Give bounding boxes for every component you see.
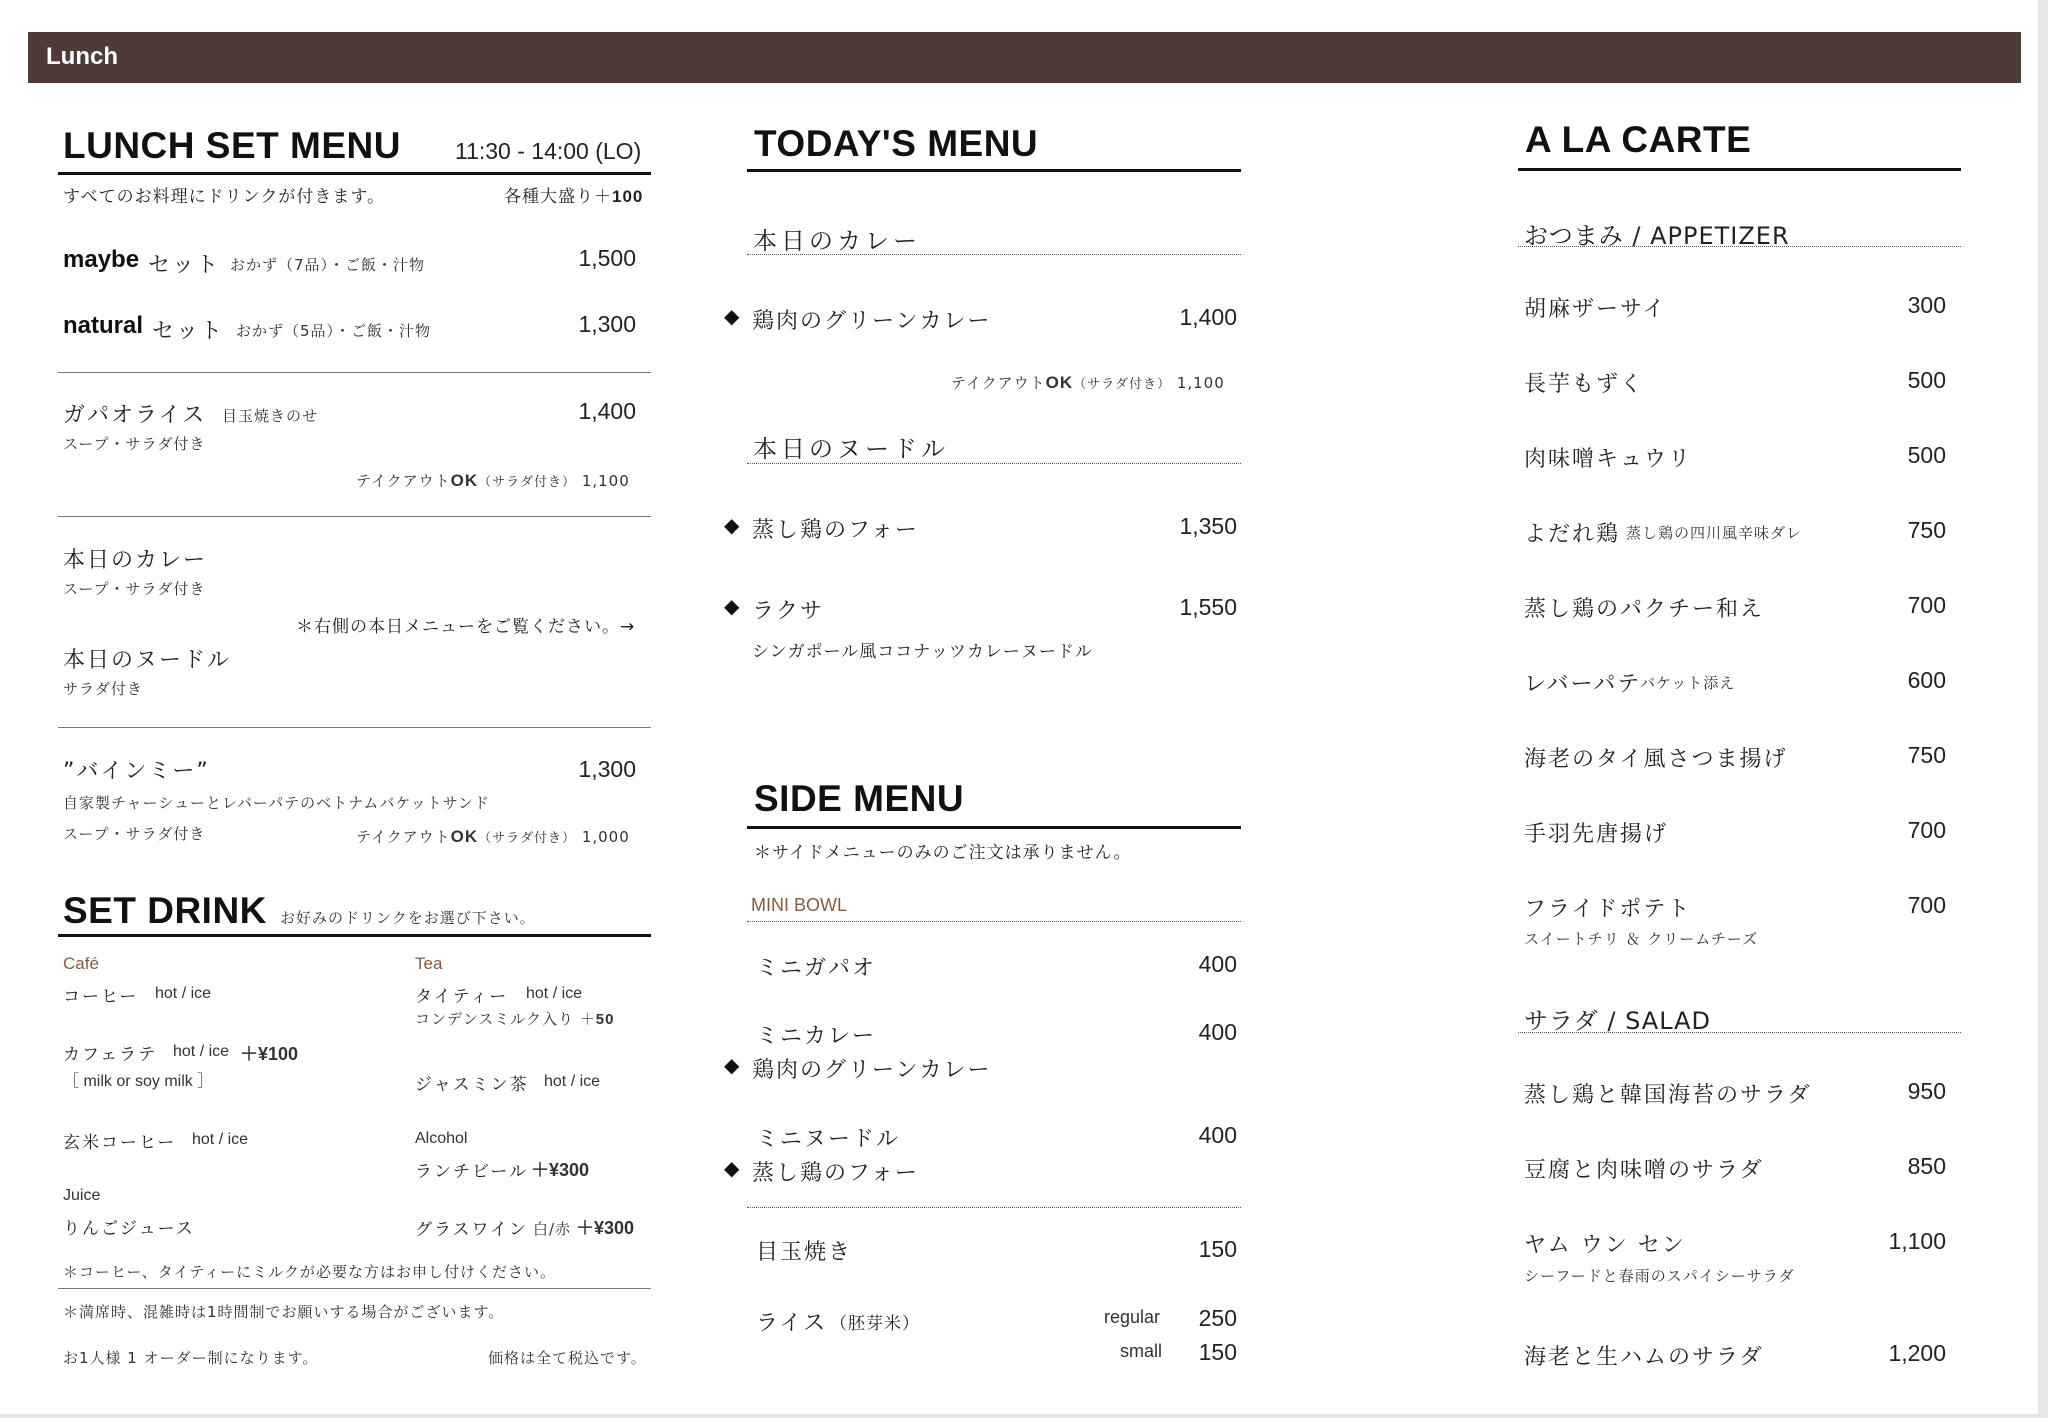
- divider: [1518, 1032, 1961, 1033]
- thaitea-opt: hot / ice: [526, 985, 583, 1002]
- divider: [747, 463, 1241, 464]
- rice-small-price: 150: [1198, 1339, 1237, 1365]
- pho-price: 1,350: [1179, 513, 1237, 539]
- rice-small-label: small: [1120, 1341, 1163, 1361]
- appetizer-name: レバーパテ: [1524, 672, 1642, 697]
- cafelatte-extra: ＋¥100: [240, 1044, 299, 1064]
- rice-regular-label: regular: [1104, 1307, 1161, 1327]
- time-limit-note: ＊満席時、混雑時は1時間制でお願いする場合がございます。: [63, 1303, 505, 1321]
- large-size-note: 各種大盛り＋100: [504, 187, 644, 207]
- todays-menu-title: TODAY'S MENU: [754, 123, 1039, 164]
- appetizer-name: 肉味噌キュウリ: [1524, 447, 1693, 472]
- diamond-icon: ◆: [724, 304, 740, 328]
- mini-curry-name: ミニカレー: [756, 1024, 877, 1049]
- appetizer-price: 600: [1907, 667, 1946, 693]
- mini-curry-price: 400: [1198, 1019, 1237, 1045]
- lunch-hours: 11:30 - 14:00 (LO): [455, 138, 642, 164]
- appetizer-name: よだれ鶏: [1524, 522, 1621, 547]
- appetizer-name: 長芋もずく: [1524, 372, 1645, 397]
- daily-curry-sub: スープ・サラダ付き: [63, 580, 206, 598]
- divider: [58, 934, 651, 937]
- yum-sub: シーフードと春雨のスパイシーサラダ: [1524, 1267, 1795, 1285]
- gapao-desc: 目玉焼きのせ: [222, 407, 319, 425]
- a-la-carte-title: A LA CARTE: [1525, 119, 1752, 160]
- diamond-icon: ◆: [724, 1053, 740, 1077]
- mini-noodle-price: 400: [1198, 1122, 1237, 1148]
- header-banner: [28, 32, 2021, 83]
- divider: [1518, 168, 1961, 171]
- thaitea-name: タイティー: [415, 987, 509, 1007]
- rice-regular-price: 250: [1198, 1305, 1237, 1331]
- green-curry-name: 鶏肉のグリーンカレー: [752, 309, 992, 334]
- maybe-set-price: 1,500: [578, 245, 636, 271]
- side-menu-note: ＊サイドメニューのみのご注文は承りません。: [754, 843, 1132, 863]
- divider: [747, 826, 1241, 829]
- banner-title: Lunch: [46, 43, 118, 70]
- banhmi-desc: 自家製チャーシューとレバーパテのベトナムバケットサンド: [63, 794, 490, 812]
- daily-noodle-sub: サラダ付き: [63, 680, 143, 698]
- wine-extra: ＋¥300: [576, 1218, 635, 1238]
- salad-price: 1,200: [1888, 1340, 1946, 1366]
- wine-name: グラスワイン: [415, 1220, 528, 1240]
- salad-price: 1,100: [1888, 1228, 1946, 1254]
- maybe-set-name-en: maybe: [63, 246, 140, 273]
- set-drink-subtitle: お好みのドリンクをお選び下さい。: [280, 909, 536, 927]
- salad-price: 950: [1907, 1078, 1946, 1104]
- see-right-note: ＊右側の本日メニューをご覧ください。→: [296, 617, 636, 637]
- mini-noodle-sub: 蒸し鶏のフォー: [752, 1161, 919, 1186]
- natural-set-name-jp: セット: [152, 319, 225, 344]
- potato-sub: スイートチリ ＆ クリームチーズ: [1524, 930, 1759, 948]
- coffee-opt: hot / ice: [155, 985, 212, 1002]
- appetizer-name: 手羽先唐揚げ: [1524, 822, 1669, 847]
- natural-set-desc: おかず（5品）・ご飯・汁物: [236, 322, 432, 340]
- tea-label: Tea: [415, 954, 443, 973]
- appetizer-price: 700: [1907, 892, 1946, 918]
- coffee-name: コーヒー: [63, 987, 139, 1007]
- milk-note: ＊コーヒー、タイティーにミルクが必要な方はお申し付けください。: [63, 1263, 557, 1281]
- appetizer-price: 700: [1907, 817, 1946, 843]
- salad-name: 豆腐と肉味噌のサラダ: [1524, 1158, 1764, 1183]
- appetizer-desc: 蒸し鶏の四川風辛味ダレ: [1626, 524, 1803, 542]
- divider: [58, 516, 651, 517]
- juice-label: Juice: [63, 1187, 101, 1204]
- divider: [747, 1207, 1241, 1208]
- salad-price: 850: [1907, 1153, 1946, 1179]
- appetizer-name: 海老のタイ風さつま揚げ: [1524, 747, 1788, 772]
- appetizer-name: 胡麻ザーサイ: [1524, 297, 1667, 322]
- gapao-takeout: テイクアウトOK（サラダ付き） 1,100: [356, 471, 630, 490]
- tax-included-note: 価格は全て税込です。: [488, 1349, 647, 1367]
- divider: [747, 921, 1241, 922]
- page-edge: [2038, 0, 2048, 1418]
- set-drink-title: SET DRINK: [63, 890, 267, 931]
- appetizer-section-title: おつまみ / APPETIZER: [1524, 222, 1790, 250]
- appetizer-price: 500: [1907, 367, 1946, 393]
- appetizer-price: 700: [1907, 592, 1946, 618]
- gapao-price: 1,400: [578, 398, 636, 424]
- gapao-sub: スープ・サラダ付き: [63, 435, 206, 453]
- genmai-opt: hot / ice: [192, 1131, 249, 1148]
- divider: [58, 727, 651, 728]
- beer-name: ランチビール: [415, 1162, 528, 1182]
- banhmi-price: 1,300: [578, 756, 636, 782]
- rice-note: （胚芽米）: [830, 1314, 920, 1334]
- diamond-icon: ◆: [724, 513, 740, 537]
- laksa-desc: シンガポール風ココナッツカレーヌードル: [752, 642, 1093, 662]
- page-edge: [0, 1414, 2048, 1418]
- thaitea-sub: コンデンスミルク入り ＋50: [415, 1010, 615, 1028]
- cafelatte-milk: ［ milk or soy milk ］: [63, 1073, 214, 1090]
- fried-egg-name: 目玉焼き: [756, 1240, 853, 1265]
- mini-bowl-label: MINI BOWL: [751, 895, 848, 915]
- one-order-note: お1人様 1 オーダー制になります。: [63, 1349, 319, 1367]
- divider: [1518, 246, 1961, 247]
- gapao-name: ガパオライス: [63, 403, 207, 428]
- divider: [58, 172, 651, 175]
- maybe-set-name-jp: セット: [148, 253, 221, 278]
- natural-set-name-en: natural: [63, 312, 144, 339]
- cafe-label: Café: [63, 954, 99, 973]
- appetizer-price: 750: [1907, 517, 1946, 543]
- divider: [58, 1288, 651, 1289]
- alcohol-label: Alcohol: [415, 1130, 468, 1147]
- laksa-price: 1,550: [1179, 594, 1237, 620]
- appetizer-price: 750: [1907, 742, 1946, 768]
- banhmi-sub: スープ・サラダ付き: [63, 825, 206, 843]
- salad-section-title: サラダ / SALAD: [1524, 1007, 1712, 1035]
- divider: [747, 254, 1241, 255]
- appetizer-desc: バケット添え: [1640, 674, 1736, 692]
- beer-extra: ＋¥300: [531, 1160, 590, 1180]
- rice-name: ライス: [756, 1311, 828, 1336]
- mini-noodle-name: ミニヌードル: [756, 1127, 901, 1152]
- appetizer-name: 蒸し鶏のパクチー和え: [1524, 597, 1765, 622]
- mini-gapao-price: 400: [1198, 951, 1237, 977]
- daily-curry-name: 本日のカレー: [63, 548, 208, 573]
- cafelatte-name: カフェラテ: [63, 1045, 158, 1065]
- green-curry-takeout: テイクアウトOK（サラダ付き） 1,100: [951, 373, 1225, 392]
- divider: [58, 372, 651, 373]
- apple-juice-name: りんごジュース: [63, 1219, 195, 1239]
- maybe-set-desc: おかず（7品）・ご飯・汁物: [230, 256, 426, 274]
- appetizer-price: 500: [1907, 442, 1946, 468]
- diamond-icon: ◆: [724, 594, 740, 618]
- jasmine-name: ジャスミン茶: [415, 1075, 529, 1095]
- mini-curry-sub: 鶏肉のグリーンカレー: [752, 1058, 992, 1083]
- drink-included-note: すべてのお料理にドリンクが付きます。: [63, 187, 385, 207]
- green-curry-price: 1,400: [1179, 304, 1237, 330]
- side-menu-title: SIDE MENU: [754, 778, 965, 819]
- fried-egg-price: 150: [1198, 1236, 1237, 1262]
- salad-name: ヤム ウン セン: [1524, 1233, 1686, 1258]
- appetizer-name: フライドポテト: [1524, 897, 1692, 922]
- noodle-section-title: 本日のヌードル: [753, 435, 949, 463]
- natural-set-price: 1,300: [578, 311, 636, 337]
- appetizer-price: 300: [1907, 292, 1946, 318]
- daily-noodle-name: 本日のヌードル: [63, 648, 232, 673]
- laksa-name: ラクサ: [752, 599, 825, 624]
- divider: [747, 169, 1241, 172]
- wine-opt: 白/赤: [533, 1220, 572, 1238]
- cafelatte-opt: hot / ice: [173, 1043, 230, 1060]
- lunch-set-title: LUNCH SET MENU: [63, 125, 401, 166]
- genmai-name: 玄米コーヒー: [63, 1133, 177, 1153]
- banhmi-name: ”バインミー”: [63, 759, 210, 784]
- salad-name: 海老と生ハムのサラダ: [1524, 1345, 1764, 1370]
- pho-name: 蒸し鶏のフォー: [752, 518, 919, 543]
- jasmine-opt: hot / ice: [544, 1073, 601, 1090]
- diamond-icon: ◆: [724, 1156, 740, 1180]
- mini-gapao-name: ミニガパオ: [756, 956, 877, 981]
- curry-section-title: 本日のカレー: [753, 227, 921, 255]
- banhmi-takeout: テイクアウトOK（サラダ付き） 1,000: [356, 827, 630, 846]
- salad-name: 蒸し鶏と韓国海苔のサラダ: [1524, 1083, 1812, 1108]
